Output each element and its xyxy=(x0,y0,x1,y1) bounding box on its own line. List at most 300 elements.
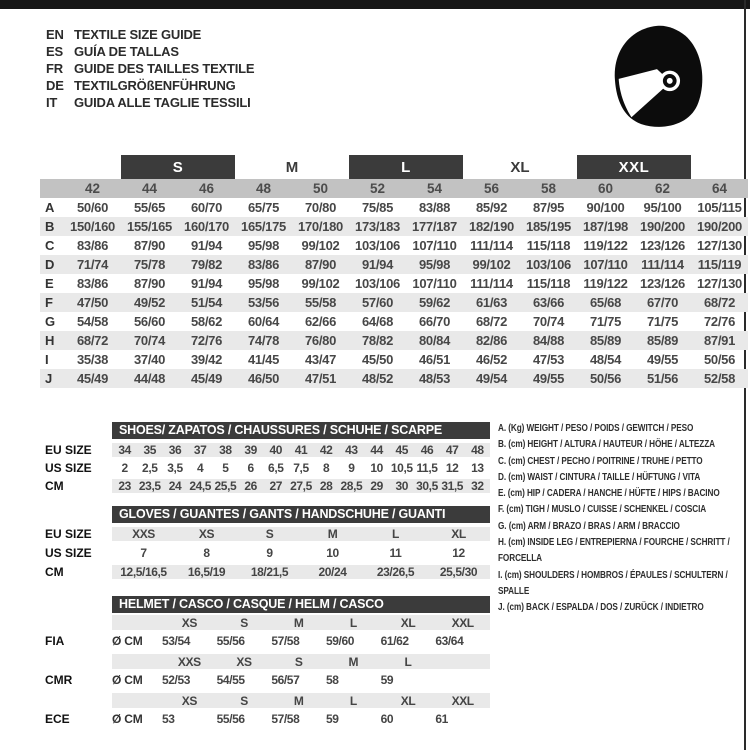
table-cell: 99/102 xyxy=(472,257,511,272)
table-cell: 2 xyxy=(121,461,128,475)
row-label: D xyxy=(45,257,55,272)
language-row xyxy=(46,26,254,43)
table-cell: 13 xyxy=(471,461,484,475)
table-cell: 3,5 xyxy=(167,461,183,475)
column-header-cell: 42 xyxy=(84,181,101,196)
size-header-cell: XS xyxy=(181,615,197,630)
table-cell: 46/50 xyxy=(247,371,280,386)
table-cell: 87/90 xyxy=(133,238,166,253)
table-cell: 39/42 xyxy=(190,352,223,367)
table-cell: 64/68 xyxy=(361,314,394,329)
language-code: ES xyxy=(46,44,63,59)
helmet-value-row xyxy=(40,710,490,728)
table-cell: 71/74 xyxy=(76,257,109,272)
table-cell: 190/200 xyxy=(697,219,742,234)
table-cell: 41 xyxy=(294,443,308,457)
table-cell: 107/110 xyxy=(583,257,628,272)
table-cell: 23/26,5 xyxy=(376,565,415,579)
table-cell: 45 xyxy=(395,443,409,457)
table-cell: 7 xyxy=(140,546,147,560)
gloves-title-row xyxy=(40,506,490,523)
table-cell: 49/52 xyxy=(133,295,166,310)
table-cell: 26 xyxy=(244,479,257,493)
table-cell: 24 xyxy=(168,479,182,493)
spacer xyxy=(40,422,112,439)
table-cell: 177/187 xyxy=(412,219,457,234)
table-cell: 70/74 xyxy=(532,314,565,329)
shoes-title-row xyxy=(40,422,490,439)
table-row xyxy=(40,527,490,541)
row-values xyxy=(112,710,490,728)
table-cell: 49/54 xyxy=(475,371,508,386)
table-cell: 111/114 xyxy=(470,238,513,253)
row-values xyxy=(112,546,490,560)
table-cell: 71/75 xyxy=(589,314,622,329)
row-label: B xyxy=(45,219,55,234)
gloves-table-body xyxy=(40,527,490,579)
table-cell: 4 xyxy=(197,461,204,475)
size-number-header-row xyxy=(40,179,748,198)
size-header-cell: XXL xyxy=(451,693,474,708)
language-title: GUÍA DE TALLAS xyxy=(74,44,179,59)
table-cell: 90/100 xyxy=(586,200,625,215)
row-values xyxy=(112,461,490,475)
table-cell: 80/84 xyxy=(418,333,451,348)
language-title: GUIDA ALLE TAGLIE TESSILI xyxy=(74,95,251,110)
language-title: TEXTILGRÖßENFÜHRUNG xyxy=(74,78,236,93)
table-cell: 53/56 xyxy=(247,295,280,310)
language-row xyxy=(46,94,254,111)
size-group-xl: XL xyxy=(510,158,530,176)
table-cell: 2,5 xyxy=(142,461,158,475)
row-values xyxy=(112,565,490,579)
legend-item: I. (cm) SHOULDERS / HOMBROS / ÉPAULES / SCHULTERN / SPALLE xyxy=(498,569,728,597)
table-cell: 57/60 xyxy=(361,295,394,310)
table-cell: 67/70 xyxy=(646,295,679,310)
column-header-cell: 50 xyxy=(312,181,329,196)
size-header-cell: M xyxy=(293,693,304,708)
table-cell: 87/90 xyxy=(304,257,337,272)
table-cell: 150/160 xyxy=(70,219,115,234)
table-cell: XXS xyxy=(132,527,155,541)
table-cell: 45/49 xyxy=(190,371,223,386)
table-cell: 87/95 xyxy=(532,200,565,215)
row-label: ECE xyxy=(45,712,70,726)
top-border-bar xyxy=(0,0,750,9)
table-cell: 53/54 xyxy=(162,634,191,648)
table-cell: 82/86 xyxy=(475,333,508,348)
table-cell: 72/76 xyxy=(703,314,736,329)
table-cell: 45/49 xyxy=(76,371,109,386)
table-cell: 25,5 xyxy=(214,479,237,493)
table-cell: 50/60 xyxy=(76,200,109,215)
table-cell: 61 xyxy=(435,712,448,726)
table-cell: 46/52 xyxy=(475,352,508,367)
helmet-title-row xyxy=(40,596,490,613)
table-cell: 83/86 xyxy=(76,276,109,291)
table-cell: 18/21,5 xyxy=(250,565,289,579)
table-row xyxy=(40,293,748,312)
table-cell: 10 xyxy=(370,461,383,475)
table-cell: 6,5 xyxy=(268,461,284,475)
table-cell: 44/48 xyxy=(133,371,166,386)
table-cell: 83/86 xyxy=(76,238,109,253)
legend-item: H. (cm) INSIDE LEG / ENTREPIERNA / FOURCHE / SCHRITT / FORCELLA xyxy=(498,537,730,565)
table-cell: 29 xyxy=(370,479,383,493)
table-row xyxy=(40,369,748,388)
row-label: C xyxy=(45,238,55,253)
legend-item: D. (cm) WAIST / CINTURA / TAILLE / HÜFTUNG / VITA xyxy=(498,471,701,483)
table-cell: 46/51 xyxy=(418,352,451,367)
table-row xyxy=(40,217,748,236)
size-header-cell: XXL xyxy=(451,615,474,630)
table-cell: 59 xyxy=(326,712,339,726)
language-code: DE xyxy=(46,78,64,93)
column-header-cell: 46 xyxy=(198,181,215,196)
table-cell: 182/190 xyxy=(469,219,514,234)
spacer xyxy=(40,506,112,523)
table-cell: 35 xyxy=(143,443,157,457)
table-cell: 39 xyxy=(244,443,257,457)
row-label: EU SIZE xyxy=(45,443,92,457)
column-header-cell: 64 xyxy=(711,181,728,196)
table-row xyxy=(40,565,490,579)
table-cell: 78/82 xyxy=(361,333,394,348)
table-cell: 27 xyxy=(269,479,283,493)
diameter-label: Ø CM xyxy=(112,673,143,687)
table-cell: 63/66 xyxy=(532,295,565,310)
table-cell: 11 xyxy=(389,546,402,560)
table-cell: 56/57 xyxy=(271,673,300,687)
table-cell: XL xyxy=(451,527,466,541)
table-cell: 54/55 xyxy=(216,673,245,687)
size-header-cell: M xyxy=(348,654,359,669)
table-cell: 24,5 xyxy=(189,479,212,493)
table-cell: 46 xyxy=(420,443,434,457)
table-cell: M xyxy=(327,527,338,541)
table-cell: 44 xyxy=(370,443,383,457)
table-cell: 119/122 xyxy=(583,276,628,291)
row-label: I xyxy=(45,352,49,367)
table-cell: 99/102 xyxy=(301,238,340,253)
table-cell: 111/114 xyxy=(470,276,513,291)
table-row xyxy=(40,443,490,457)
column-header-cell: 58 xyxy=(540,181,557,196)
table-cell: 103/106 xyxy=(355,276,400,291)
table-cell: 55/65 xyxy=(133,200,166,215)
table-cell: 170/180 xyxy=(298,219,343,234)
table-cell: 6 xyxy=(247,461,254,475)
size-group-l: L xyxy=(349,155,463,179)
table-cell: 12,5/16,5 xyxy=(120,565,167,579)
row-label: F xyxy=(45,295,53,310)
column-header-cell: 44 xyxy=(141,181,158,196)
table-row xyxy=(40,479,490,493)
language-row xyxy=(46,43,254,60)
table-cell: 47 xyxy=(445,443,459,457)
spacer xyxy=(40,596,112,613)
column-header-cell: 62 xyxy=(654,181,671,196)
table-cell: 68/72 xyxy=(703,295,736,310)
shoes-table-body xyxy=(40,443,490,493)
table-cell: XS xyxy=(198,527,215,541)
table-cell: 43 xyxy=(345,443,358,457)
table-cell: 12 xyxy=(452,546,465,560)
table-cell: 41/45 xyxy=(247,352,280,367)
size-header-cell: XS xyxy=(236,654,252,669)
table-cell: 42 xyxy=(319,443,333,457)
table-row xyxy=(40,312,748,331)
spacer xyxy=(40,654,112,669)
table-cell: 70/74 xyxy=(133,333,166,348)
table-cell: 49/55 xyxy=(532,371,565,386)
row-label: US SIZE xyxy=(45,546,92,560)
table-cell: 68/72 xyxy=(76,333,109,348)
table-cell: 43/47 xyxy=(304,352,337,367)
table-cell: 99/102 xyxy=(301,276,340,291)
table-cell: 85/89 xyxy=(646,333,679,348)
table-cell: 55/58 xyxy=(304,295,337,310)
table-cell: 48/54 xyxy=(589,352,622,367)
main-size-table xyxy=(40,155,748,388)
language-title: TEXTILE SIZE GUIDE xyxy=(74,27,202,42)
corner-spacer xyxy=(40,179,64,198)
table-cell: 45/50 xyxy=(361,352,394,367)
language-row xyxy=(46,60,254,77)
table-cell: 91/94 xyxy=(190,276,223,291)
size-header-cell: S xyxy=(294,654,303,669)
table-cell: 55/56 xyxy=(216,712,245,726)
helmet-table-title: HELMET / CASCO / CASQUE / HELM / CASCO xyxy=(112,596,490,613)
helmet-table-body xyxy=(40,615,490,728)
row-values xyxy=(112,632,490,650)
gloves-size-table xyxy=(40,506,490,584)
table-cell: 95/98 xyxy=(418,257,451,272)
table-row xyxy=(40,350,748,369)
size-header-cell: XS xyxy=(181,693,197,708)
spacer xyxy=(40,615,112,630)
row-label: H xyxy=(45,333,55,348)
table-cell: 60/64 xyxy=(247,314,280,329)
table-cell: 95/100 xyxy=(643,200,682,215)
table-cell: 115/118 xyxy=(526,238,571,253)
table-cell: 60/70 xyxy=(190,200,223,215)
table-cell: 57/58 xyxy=(271,634,300,648)
row-label: E xyxy=(45,276,54,291)
table-row xyxy=(40,255,748,274)
size-header-cell: L xyxy=(349,693,357,708)
legend-item: C. (cm) CHEST / PECHO / POITRINE / TRUHE / PETTO xyxy=(498,455,703,467)
row-values xyxy=(112,527,490,541)
table-cell: 54/58 xyxy=(76,314,109,329)
legend-item: G. (cm) ARM / BRAZO / BRAS / ARM / BRACCIO xyxy=(498,520,680,532)
size-header-cell: S xyxy=(240,693,248,708)
table-cell: 58/62 xyxy=(190,314,223,329)
table-cell: 48 xyxy=(471,443,484,457)
size-header-cell: XL xyxy=(400,693,416,708)
table-cell: 52/53 xyxy=(162,673,191,687)
table-cell: 79/82 xyxy=(190,257,223,272)
table-cell: 83/86 xyxy=(247,257,280,272)
table-cell: 27,5 xyxy=(290,479,312,493)
table-cell: 50/56 xyxy=(703,352,736,367)
column-header-cell: 48 xyxy=(255,181,272,196)
shoes-size-table xyxy=(40,422,490,497)
row-values xyxy=(112,479,490,493)
table-cell: 9 xyxy=(266,546,273,560)
language-title-list xyxy=(46,26,254,111)
row-label: CMR xyxy=(45,673,73,687)
table-cell: 57/58 xyxy=(271,712,300,726)
size-header-cell: XXS xyxy=(177,654,201,669)
table-cell: 111/114 xyxy=(641,257,684,272)
table-cell: 23,5 xyxy=(138,479,161,493)
diameter-label: Ø CM xyxy=(112,634,143,648)
table-cell: 32 xyxy=(471,479,484,493)
table-row xyxy=(40,274,748,293)
helmet-icon xyxy=(600,20,712,128)
table-cell: 37 xyxy=(193,443,207,457)
table-cell: 85/89 xyxy=(589,333,622,348)
table-cell: 95/98 xyxy=(247,276,280,291)
table-cell: 155/165 xyxy=(127,219,172,234)
table-cell: 70/80 xyxy=(304,200,337,215)
table-cell: 66/70 xyxy=(418,314,451,329)
table-cell: 85/92 xyxy=(475,200,508,215)
spacer xyxy=(40,693,112,708)
table-cell: 61/63 xyxy=(475,295,508,310)
table-cell: 40 xyxy=(269,443,283,457)
table-cell: 173/183 xyxy=(355,219,400,234)
table-cell: 49/55 xyxy=(646,352,679,367)
table-cell: 5 xyxy=(222,461,229,475)
table-cell: 127/130 xyxy=(697,238,742,253)
row-label: G xyxy=(45,314,56,329)
table-cell: 36 xyxy=(168,443,182,457)
table-row xyxy=(40,461,490,475)
table-cell: 30,5 xyxy=(416,479,438,493)
table-cell: 28,5 xyxy=(340,479,363,493)
table-cell: 47/50 xyxy=(76,295,109,310)
table-cell: 48/52 xyxy=(361,371,394,386)
table-cell: 76/80 xyxy=(304,333,337,348)
table-cell: 63/64 xyxy=(435,634,464,648)
row-label: US SIZE xyxy=(45,461,92,475)
size-header-cell: L xyxy=(404,654,412,669)
table-cell: 107/110 xyxy=(412,238,457,253)
table-cell: 65/68 xyxy=(589,295,622,310)
table-cell: 47/51 xyxy=(304,371,337,386)
table-cell: L xyxy=(392,527,399,541)
table-cell: 51/54 xyxy=(190,295,223,310)
table-cell: 34 xyxy=(118,443,131,457)
helmet-size-header-row xyxy=(40,654,490,669)
table-cell: 31,5 xyxy=(441,479,464,493)
table-cell: 87/90 xyxy=(133,276,166,291)
table-cell: 165/175 xyxy=(241,219,286,234)
table-cell: 25,5/30 xyxy=(439,565,478,579)
column-header-cell: 56 xyxy=(483,181,500,196)
size-header-cell: S xyxy=(240,615,248,630)
legend-item: A. (Kg) WEIGHT / PESO / POIDS / GEWITCH / PESO xyxy=(498,423,694,434)
row-values xyxy=(112,671,490,689)
main-table-body xyxy=(40,198,748,388)
row-label: CM xyxy=(45,479,64,493)
table-cell: 185/195 xyxy=(526,219,571,234)
table-cell: 119/122 xyxy=(583,238,628,253)
language-row xyxy=(46,77,254,94)
column-header-cell: 54 xyxy=(426,181,443,196)
table-cell: 8 xyxy=(323,461,330,475)
helmet-size-header-row xyxy=(40,693,490,708)
table-cell: 87/91 xyxy=(703,333,736,348)
legend-item: J. (cm) BACK / ESPALDA / DOS / ZURÜCK / INDIETRO xyxy=(498,602,704,614)
gloves-table-title: GLOVES / GUANTES / GANTS / HANDSCHUHE / GUANTI xyxy=(112,506,490,523)
table-cell: 61/62 xyxy=(380,634,409,648)
table-cell: S xyxy=(265,527,274,541)
row-label: EU SIZE xyxy=(45,527,92,541)
table-cell: 103/106 xyxy=(526,257,571,272)
language-title: GUIDE DES TAILLES TEXTILE xyxy=(74,61,255,76)
table-cell: 38 xyxy=(219,443,232,457)
row-values xyxy=(112,615,490,630)
table-cell: 127/130 xyxy=(697,276,742,291)
table-cell: 107/110 xyxy=(412,276,457,291)
helmet-value-row xyxy=(40,632,490,650)
size-group-s: S xyxy=(121,155,235,179)
table-cell: 51/56 xyxy=(646,371,679,386)
table-cell: 20/24 xyxy=(318,565,347,579)
row-values xyxy=(112,654,490,669)
size-header-cell: M xyxy=(293,615,304,630)
table-cell: 10 xyxy=(326,546,339,560)
table-cell: 35/38 xyxy=(76,352,109,367)
size-group-header-row xyxy=(40,155,748,179)
table-cell: 62/66 xyxy=(304,314,337,329)
table-cell: 95/98 xyxy=(247,238,280,253)
table-cell: 71/75 xyxy=(646,314,679,329)
table-cell: 59/60 xyxy=(326,634,355,648)
row-values xyxy=(112,693,490,708)
table-row xyxy=(40,546,490,560)
table-cell: 103/106 xyxy=(355,238,400,253)
table-cell: 65/75 xyxy=(247,200,280,215)
table-cell: 84/88 xyxy=(532,333,565,348)
helmet-size-table xyxy=(40,596,490,732)
language-code: IT xyxy=(46,95,58,110)
table-cell: 50/56 xyxy=(589,371,622,386)
table-row xyxy=(40,331,748,350)
table-cell: 47/53 xyxy=(532,352,565,367)
language-code: EN xyxy=(46,27,64,42)
table-cell: 11,5 xyxy=(416,461,438,475)
shoes-table-title: SHOES/ ZAPATOS / CHAUSSURES / SCHUHE / SCARPE xyxy=(112,422,490,439)
row-label: J xyxy=(45,371,53,386)
table-cell: 28 xyxy=(319,479,333,493)
table-cell: 115/119 xyxy=(697,257,742,272)
table-row xyxy=(40,198,748,217)
row-label: CM xyxy=(45,565,64,579)
table-cell: 115/118 xyxy=(526,276,571,291)
legend-item: F. (cm) TIGH / MUSLO / CUISSE / SCHENKEL / COSCIA xyxy=(498,504,707,516)
table-cell: 59 xyxy=(380,673,394,687)
table-cell: 83/88 xyxy=(418,200,451,215)
table-cell: 60 xyxy=(380,712,394,726)
legend-item: B. (cm) HEIGHT / ALTURA / HAUTEUR / HÖHE / ALTEZZA xyxy=(498,439,715,451)
table-cell: 59/62 xyxy=(418,295,451,310)
language-code: FR xyxy=(46,61,63,76)
table-cell: 48/53 xyxy=(418,371,451,386)
